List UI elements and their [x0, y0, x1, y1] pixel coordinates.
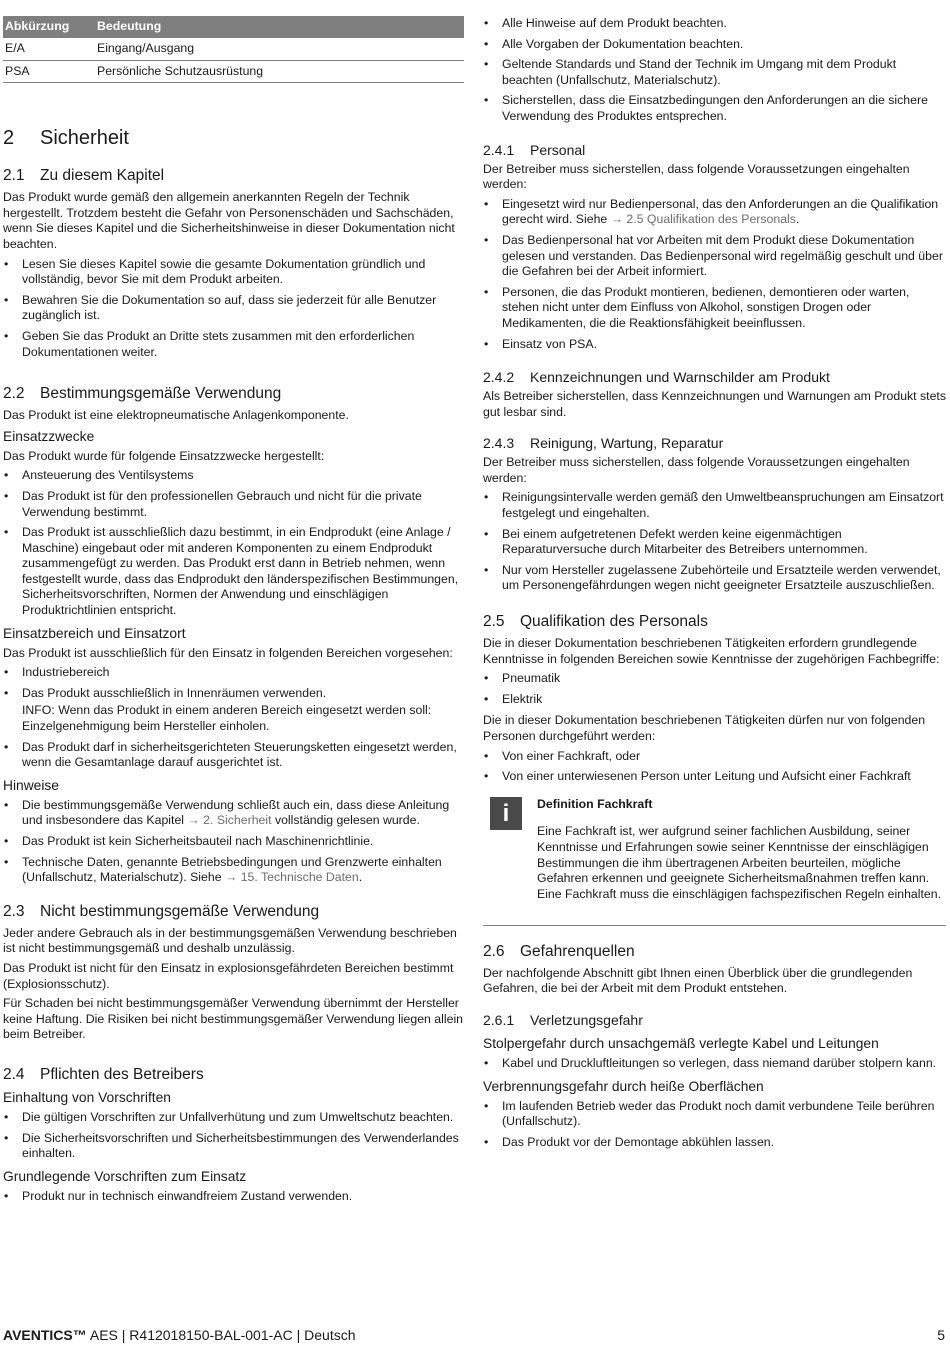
cross-reference-link[interactable]: → 2. Sicherheit — [187, 813, 272, 828]
subheading: Hinweise — [3, 777, 59, 793]
list-item: • Technische Daten, genannte Betriebsbedingungen und Grenzwerte einhalten (Unfallschutz, Materialschutz). Siehe → 15. Technische Daten. — [4, 854, 442, 885]
bullet-icon: • — [4, 685, 9, 700]
chapter-title: Sicherheit — [40, 127, 129, 150]
bullet-icon: • — [484, 526, 489, 541]
paragraph: Der Betreiber muss sicherstellen, dass folgende Voraussetzungen eingehalten werden: — [483, 161, 910, 192]
chapter-heading — [3, 126, 464, 150]
brand-name: AVENTICS™ — [3, 1327, 87, 1343]
bullet-icon: • — [484, 769, 489, 784]
document-id: AES | R412018150-BAL-001-AC | Deutsch — [86, 1327, 356, 1343]
list-item: • Produkt nur in technisch einwandfreiem Zustand verwenden. — [4, 1188, 353, 1203]
bullet-icon: • — [484, 1055, 489, 1070]
section-heading — [483, 942, 946, 962]
cross-reference-link[interactable]: → 15. Technische Daten — [224, 870, 359, 885]
list-item: • Die bestimmungsgemäße Verwendung schließt auch ein, dass diese Anleitung und insbesondere das Kapitel → 2. Sicherheit vollständig gelesen wurde. — [4, 797, 450, 828]
subheading: Einsatzbereich und Einsatzort — [3, 625, 186, 641]
section-title: Qualifikation des Personals — [520, 613, 708, 631]
list-item: • Geben Sie das Produkt an Dritte stets zusammen mit den erforderlichen Dokumentationen weiter. — [4, 328, 415, 359]
table-row — [3, 60, 464, 83]
section-title: Zu diesem Kapitel — [40, 167, 165, 185]
subsection-title: Kennzeichnungen und Warnschilder am Produkt — [530, 369, 830, 386]
bullet-icon: • — [4, 1109, 9, 1124]
section-title: Nicht bestimmungsgemäße Verwendung — [40, 902, 320, 920]
list-item: • Alle Hinweise auf dem Produkt beachten. — [484, 16, 727, 30]
section-number: 2.1 — [3, 167, 25, 185]
note-title: Definition Fachkraft — [537, 796, 653, 811]
list-item: • Elektrik — [484, 691, 543, 706]
list-item: • Das Bedienpersonal hat vor Arbeiten mit dem Produkt diese Dokumentation gelesen und verstanden. Das Bedienpersonal wird regelmäßig geschult und über die Gefahren bei der Arbeit informiert. — [484, 232, 943, 279]
bullet-icon: • — [484, 57, 489, 72]
paragraph: Als Betreiber sicherstellen, dass Kennzeichnungen und Warnungen am Produkt stets gut lesbar sind. — [483, 389, 946, 419]
footer-document-info — [3, 1328, 356, 1344]
list-item: • Das Produkt ist kein Sicherheitsbauteil nach Maschinenrichtlinie. — [4, 834, 374, 848]
info-note: INFO: Wenn das Produkt in einem anderen Bereich eingesetzt werden soll: Einzelgenehmigung beim Hersteller einholen. — [22, 703, 432, 734]
subheading: Verbrennungsgefahr durch heiße Oberflächen — [483, 1078, 764, 1094]
bullet-icon: • — [484, 284, 489, 299]
subsection-title: Verletzungsgefahr — [530, 1011, 643, 1028]
info-icon: i — [490, 797, 522, 830]
bullet-list — [483, 749, 946, 785]
bullet-icon: • — [4, 1130, 9, 1145]
paragraph: Die in dieser Dokumentation beschriebenen Tätigkeiten erfordern grundlegende Kenntnisse in folgenden Bereichen sowie Kenntnisse der zugehörigen Fachbegriffe: — [483, 636, 940, 666]
info-note-box — [483, 793, 946, 926]
bullet-icon: • — [484, 93, 489, 108]
paragraph: Die in dieser Dokumentation beschriebenen Tätigkeiten dürfen nur von folgenden Personen durchgeführt werden: — [483, 713, 926, 743]
section-title: Bestimmungsgemäße Verwendung — [40, 385, 282, 403]
bullet-icon: • — [484, 748, 489, 763]
subheading: Grundlegende Vorschriften zum Einsatz — [3, 1168, 247, 1184]
bullet-icon: • — [484, 336, 489, 351]
subsection-heading — [483, 434, 946, 452]
list-item: • Kabel und Druckluftleitungen so verlegen, dass niemand darüber stolpern kann. — [484, 1055, 937, 1070]
bullet-icon: • — [484, 232, 489, 247]
bullet-icon: • — [484, 1098, 489, 1113]
list-item: • Von einer Fachkraft, oder — [484, 748, 641, 763]
list-item: • Personen, die das Produkt montieren, bedienen, demontieren oder warten, stehen nicht unter dem Einfluss von Alkohol, sonstigen Drogen oder Medikamenten, die die Reaktionsfähigkeit beeinflussen. — [484, 284, 910, 330]
paragraph: Das Produkt ist ausschließlich für den Einsatz in folgenden Bereichen vorgesehen: — [3, 645, 453, 660]
bullet-icon: • — [4, 797, 9, 812]
subsection-title: Personal — [530, 141, 586, 158]
section-heading — [483, 612, 946, 632]
bullet-icon: • — [484, 490, 489, 505]
paragraph: Jeder andere Gebrauch als in der bestimmungsgemäßen Verwendung beschrieben ist nicht bestimmungsgemäß und deshalb unzulässig. — [3, 925, 457, 956]
bullet-icon: • — [484, 16, 489, 30]
list-item: • Einsatz von PSA. — [484, 336, 598, 351]
section-heading — [3, 166, 464, 186]
bullet-list — [3, 257, 464, 361]
section-number: 2.4 — [3, 1065, 25, 1083]
section-title: Pflichten des Betreibers — [40, 1065, 204, 1083]
list-item: • Das Produkt darf in sicherheitsgerichteten Steuerungsketten eingesetzt werden, wenn die Gesamtanlage darauf ausgerichtet ist. — [4, 739, 457, 770]
bullet-list — [483, 16, 946, 125]
list-item: • Im laufenden Betrieb weder das Produkt noch damit verbundene Teile berühren (Unfallschutz). — [484, 1098, 935, 1129]
bullet-icon: • — [4, 328, 9, 343]
bullet-list — [483, 490, 946, 594]
bullet-icon: • — [4, 468, 9, 483]
bullet-icon: • — [4, 834, 9, 848]
paragraph: Der nachfolgende Abschnitt gibt Ihnen einen Überblick über die grundlegenden Gefahren, die bei der Arbeit mit dem Produkt entstehen. — [483, 965, 913, 996]
bullet-icon: • — [4, 488, 9, 503]
section-heading — [3, 1065, 464, 1085]
bullet-icon: • — [4, 292, 9, 307]
paragraph: Das Produkt wurde gemäß den allgemein anerkannten Regeln der Technik hergestellt. Trotzdem besteht die Gefahr von Personenschäden und Sachschäden, wenn Sie dieses Kapitel und die Sicherheitshinweise in dieser Dokumentation nicht beachten. — [3, 190, 455, 251]
bullet-icon: • — [484, 562, 489, 577]
subsection-heading — [483, 1011, 946, 1029]
note-body: Eine Fachkraft ist, wer aufgrund seiner fachlichen Ausbildung, seiner Kenntnisse und Erfahrungen sowie seiner Kenntnisse der einschlägigen Bestimmungen die ihm übertragenen Arbeiten beurteilen, mögliche Gefahren erkennen und geeignete Sicherheitsmaßnahmen treffen kann. Eine Fachkraft muss die einschlägigen fachspezifischen Regeln einhalten. — [537, 824, 941, 901]
bullet-icon: • — [4, 854, 9, 869]
bullet-icon: • — [484, 691, 489, 706]
bullet-list — [3, 665, 464, 771]
subsection-heading — [483, 141, 946, 159]
list-item: • Das Produkt ausschließlich in Innenräumen verwenden. INFO: Wenn das Produkt in einem anderen Bereich eingesetzt werden soll: Einzelgenehmigung beim Hersteller einholen. — [3, 686, 464, 735]
paragraph: Für Schaden bei nicht bestimmungsgemäßer Verwendung übernimmt der Hersteller keine Haftung. Die Risiken bei nicht bestimmungsgemäßer Verwendung liegen allein beim Betreiber. — [3, 996, 464, 1042]
bullet-icon: • — [484, 1134, 489, 1149]
table-row — [3, 38, 464, 60]
chapter-number: 2 — [3, 127, 15, 150]
subsection-number: 2.6.1 — [483, 1011, 515, 1028]
list-item: • Industriebereich — [4, 665, 110, 680]
section-heading — [3, 384, 464, 404]
table-header-cell: Abkürzung — [3, 16, 95, 38]
bullet-icon: • — [4, 525, 9, 540]
section-heading — [3, 902, 464, 922]
list-item: • Von einer unterwiesenen Person unter Leitung und Aufsicht einer Fachkraft — [484, 769, 911, 784]
table-header-cell: Bedeutung — [95, 16, 464, 38]
bullet-list — [3, 798, 464, 886]
paragraph: Das Produkt wurde für folgende Einsatzzwecke hergestellt: — [3, 448, 325, 463]
bullet-icon: • — [4, 256, 9, 271]
page-footer — [3, 1328, 945, 1344]
subheading: Stolpergefahr durch unsachgemäß verlegte Kabel und Leitungen — [483, 1035, 879, 1051]
bullet-list — [483, 1099, 946, 1151]
list-item: • Geltende Standards und Stand der Technik im Umgang mit dem Produkt beachten (Unfallschutz, Materialschutz). — [484, 57, 897, 87]
bullet-list — [3, 1189, 464, 1205]
bullet-list — [483, 1056, 946, 1072]
list-item: • Die Sicherheitsvorschriften und Sicherheitsbestimmungen des Verwenderlandes einhalten. — [4, 1130, 459, 1161]
bullet-icon: • — [484, 671, 489, 686]
bullet-list — [483, 197, 946, 352]
subheading: Einhaltung von Vorschriften — [3, 1089, 171, 1105]
subsection-number: 2.4.3 — [483, 435, 515, 452]
table-cell: E/A — [3, 38, 95, 60]
bullet-list — [483, 671, 946, 707]
list-item: • Eingesetzt wird nur Bedienpersonal, das den Anforderungen an die Qualifikation gerecht wird. Siehe → 2.5 Qualifikation des Personals. — [484, 196, 939, 227]
table-cell: Eingang/Ausgang — [95, 38, 464, 60]
list-item: • Ansteuerung des Ventilsystems — [4, 468, 194, 483]
section-number: 2.6 — [483, 942, 505, 960]
section-title: Gefahrenquellen — [520, 942, 635, 960]
right-column — [483, 16, 946, 1156]
subsection-number: 2.4.2 — [483, 369, 515, 386]
bullet-list — [3, 1110, 464, 1162]
table-cell: Persönliche Schutzausrüstung — [95, 60, 464, 83]
section-number: 2.5 — [483, 613, 505, 631]
paragraph: Das Produkt ist eine elektropneumatische Anlagenkomponente. — [3, 408, 349, 423]
list-item: • Das Produkt ist ausschließlich dazu bestimmt, in ein Endprodukt (eine Anlage / Maschine) eingebaut oder mit anderen Komponenten zu einem Endprodukt zusammengefügt zu werden. Das Produkt erst dann in Betrieb nehmen, wenn festgestellt wurde, dass das Endprodukt den länderspezifischen Bestimmungen, Sicherheitsvorschriften, Normen der Anwendung und einschlägigen Produktrichtlinien entspricht. — [4, 525, 459, 618]
list-item: • Lesen Sie dieses Kapitel sowie die gesamte Dokumentation gründlich und vollständig, bevor Sie mit dem Produkt arbeiten. — [4, 256, 426, 287]
subsection-title: Reinigung, Wartung, Reparatur — [530, 435, 724, 452]
list-item: • Sicherstellen, dass die Einsatzbedingungen den Anforderungen an die sichere Verwendung des Produktes entsprechen. — [484, 93, 928, 123]
list-item: • Reinigungsintervalle werden gemäß den Umweltbeanspruchungen am Einsatzort festgelegt und eingehalten. — [484, 490, 944, 521]
subheading: Einsatzzwecke — [3, 428, 95, 444]
cross-reference-link[interactable]: → 2.5 Qualifikation des Personals — [610, 212, 796, 227]
list-item: • Bewahren Sie die Dokumentation so auf, dass sie jederzeit für alle Benutzer zugänglich ist. — [4, 292, 437, 323]
subsection-number: 2.4.1 — [483, 141, 515, 158]
bullet-icon: • — [484, 36, 489, 51]
list-item: • Pneumatik — [484, 671, 561, 686]
abbreviation-table — [3, 16, 464, 83]
list-item: • Das Produkt vor der Demontage abkühlen lassen. — [484, 1134, 775, 1149]
section-number: 2.3 — [3, 902, 25, 920]
table-cell: PSA — [3, 60, 95, 83]
list-item: • Bei einem aufgetretenen Defekt werden keine eigenmächtigen Reparaturversuche durch Mitarbeiter des Betreibers unternommen. — [484, 526, 868, 557]
bullet-icon: • — [4, 739, 9, 754]
table-header-row — [3, 16, 464, 38]
bullet-icon: • — [484, 196, 489, 211]
paragraph: Der Betreiber muss sicherstellen, dass folgende Voraussetzungen eingehalten werden: — [483, 455, 910, 485]
left-column — [3, 0, 464, 1210]
bullet-icon: • — [4, 665, 9, 680]
bullet-icon: • — [4, 1188, 9, 1203]
list-item: • Nur vom Hersteller zugelassene Zubehörteile und Ersatzteile werden verwendet, um Personengefährdungen wegen nicht geeigneter Ersatzteile auszuschließen. — [484, 562, 941, 593]
list-item: • Das Produkt ist für den professionellen Gebrauch und nicht für die private Verwendung bestimmt. — [4, 488, 422, 519]
page-number: 5 — [937, 1327, 945, 1343]
list-item: • Alle Vorgaben der Dokumentation beachten. — [484, 36, 744, 51]
list-item: • Die gültigen Vorschriften zur Unfallverhütung und zum Umweltschutz beachten. — [4, 1109, 454, 1124]
subsection-heading — [483, 368, 946, 386]
paragraph: Das Produkt ist nicht für den Einsatz in explosionsgefährdeten Bereichen bestimmt (Explosionsschutz). — [3, 960, 454, 991]
bullet-list — [3, 468, 464, 618]
section-number: 2.2 — [3, 385, 25, 403]
